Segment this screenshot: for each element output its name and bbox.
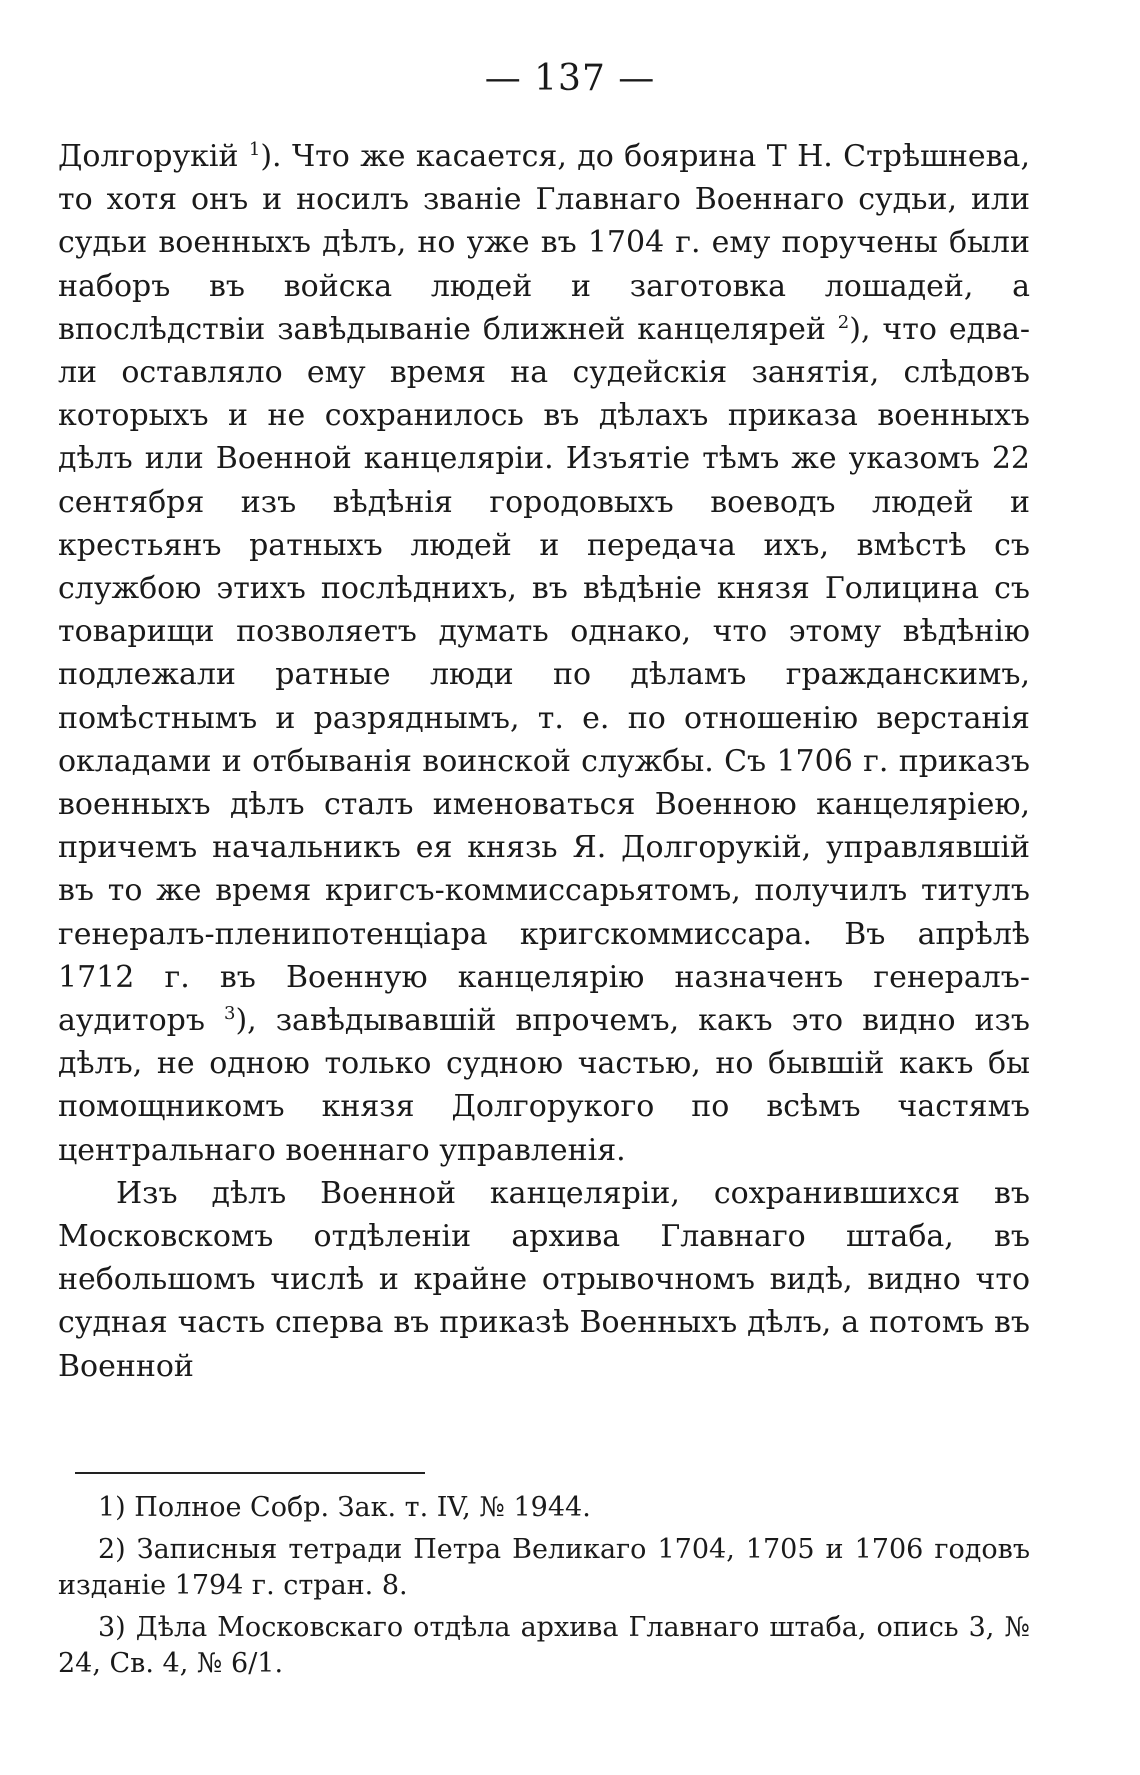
paragraph-2: Изъ дѣлъ Военной канцеляріи, сохранившихся въ Московскомъ отдѣленіи архива Главнаго штаба, въ небольшомъ числѣ и крайне отрывочномъ видѣ, видно что судная часть сперва въ приказѣ Военныхъ дѣлъ, а потомъ въ Военной — [58, 1175, 1030, 1384]
paragraph-1 — [58, 135, 1030, 1172]
paragraph-1-text-c: ), что едва-ли оставляло ему время на судейскія занятія, слѣдовъ которыхъ и не сохранилось въ дѣлахъ приказа военныхъ дѣлъ или Военной канцеляріи. Изъятіе тѣмъ же указомъ 22 сентября изъ вѣдѣнія городовыхъ воеводъ людей и крестьянъ ратныхъ людей и передача ихъ, вмѣстѣ съ службою этихъ послѣднихъ, въ вѣдѣніе князя Голицина съ товарищи позволяетъ думать однако, что этому вѣдѣнію подлежали ратные люди по дѣламъ гражданскимъ, помѣстнымъ и разряднымъ, т. е. по отношенію верстанія окладами и отбыванія воинской службы. Съ 1706 г. приказъ военныхъ дѣлъ сталъ именоваться Военною канцеляріею, причемъ начальникъ ея князь Я. Долгорукій, управлявшій въ то же время кригсъ-коммиссарьятомъ, получилъ титулъ генералъ-пленипотенціара кригскоммиссара. Въ апрѣлѣ 1712 г. въ Военную канцелярію назначенъ генералъ-аудиторъ — [58, 311, 1030, 1039]
body-text — [58, 135, 1030, 1388]
footnote-divider — [75, 1472, 425, 1474]
footnote-2: 2) Записныя тетради Петра Великаго 1704, 1705 и 1706 годовъ изданіе 1794 г. стран. 8. — [58, 1534, 1030, 1601]
footnote-ref-3: 3 — [223, 1003, 236, 1025]
footnote-1: 1) Полное Собр. Зак. т. IV, № 1944. — [98, 1492, 591, 1523]
footnote-ref-2: 2 — [837, 311, 850, 333]
paragraph-1-text-a: Долгорукій — [58, 139, 249, 174]
footnotes — [58, 1490, 1030, 1688]
footnote-ref-1: 1 — [248, 139, 261, 160]
footnote-3: 3) Дѣла Московскаго отдѣла архива Главнаго штаба, опись 3, № 24, Св. 4, № 6/1. — [58, 1612, 1030, 1679]
paragraph-1-text-d: ), завѣдывавшій впрочемъ, какъ это видно изъ дѣлъ, не одною только судною частью, но бывшій какъ бы помощникомъ князя Долгорукого по всѣмъ частямъ центральнаго военнаго управленія. — [58, 1003, 1030, 1168]
page-number: — 137 — — [484, 58, 656, 99]
paragraph-1-text-b: ). Что же касается, до боярина Т Н. Стрѣшнева, то хотя онъ и носилъ званіе Главнаго Военнаго судьи, или судьи военныхъ дѣлъ, но уже въ 1704 г. ему поручены были наборъ въ войска людей и заготовка лошадей, а впослѣдствіи завѣдываніе ближней канцелярей — [58, 139, 1030, 347]
